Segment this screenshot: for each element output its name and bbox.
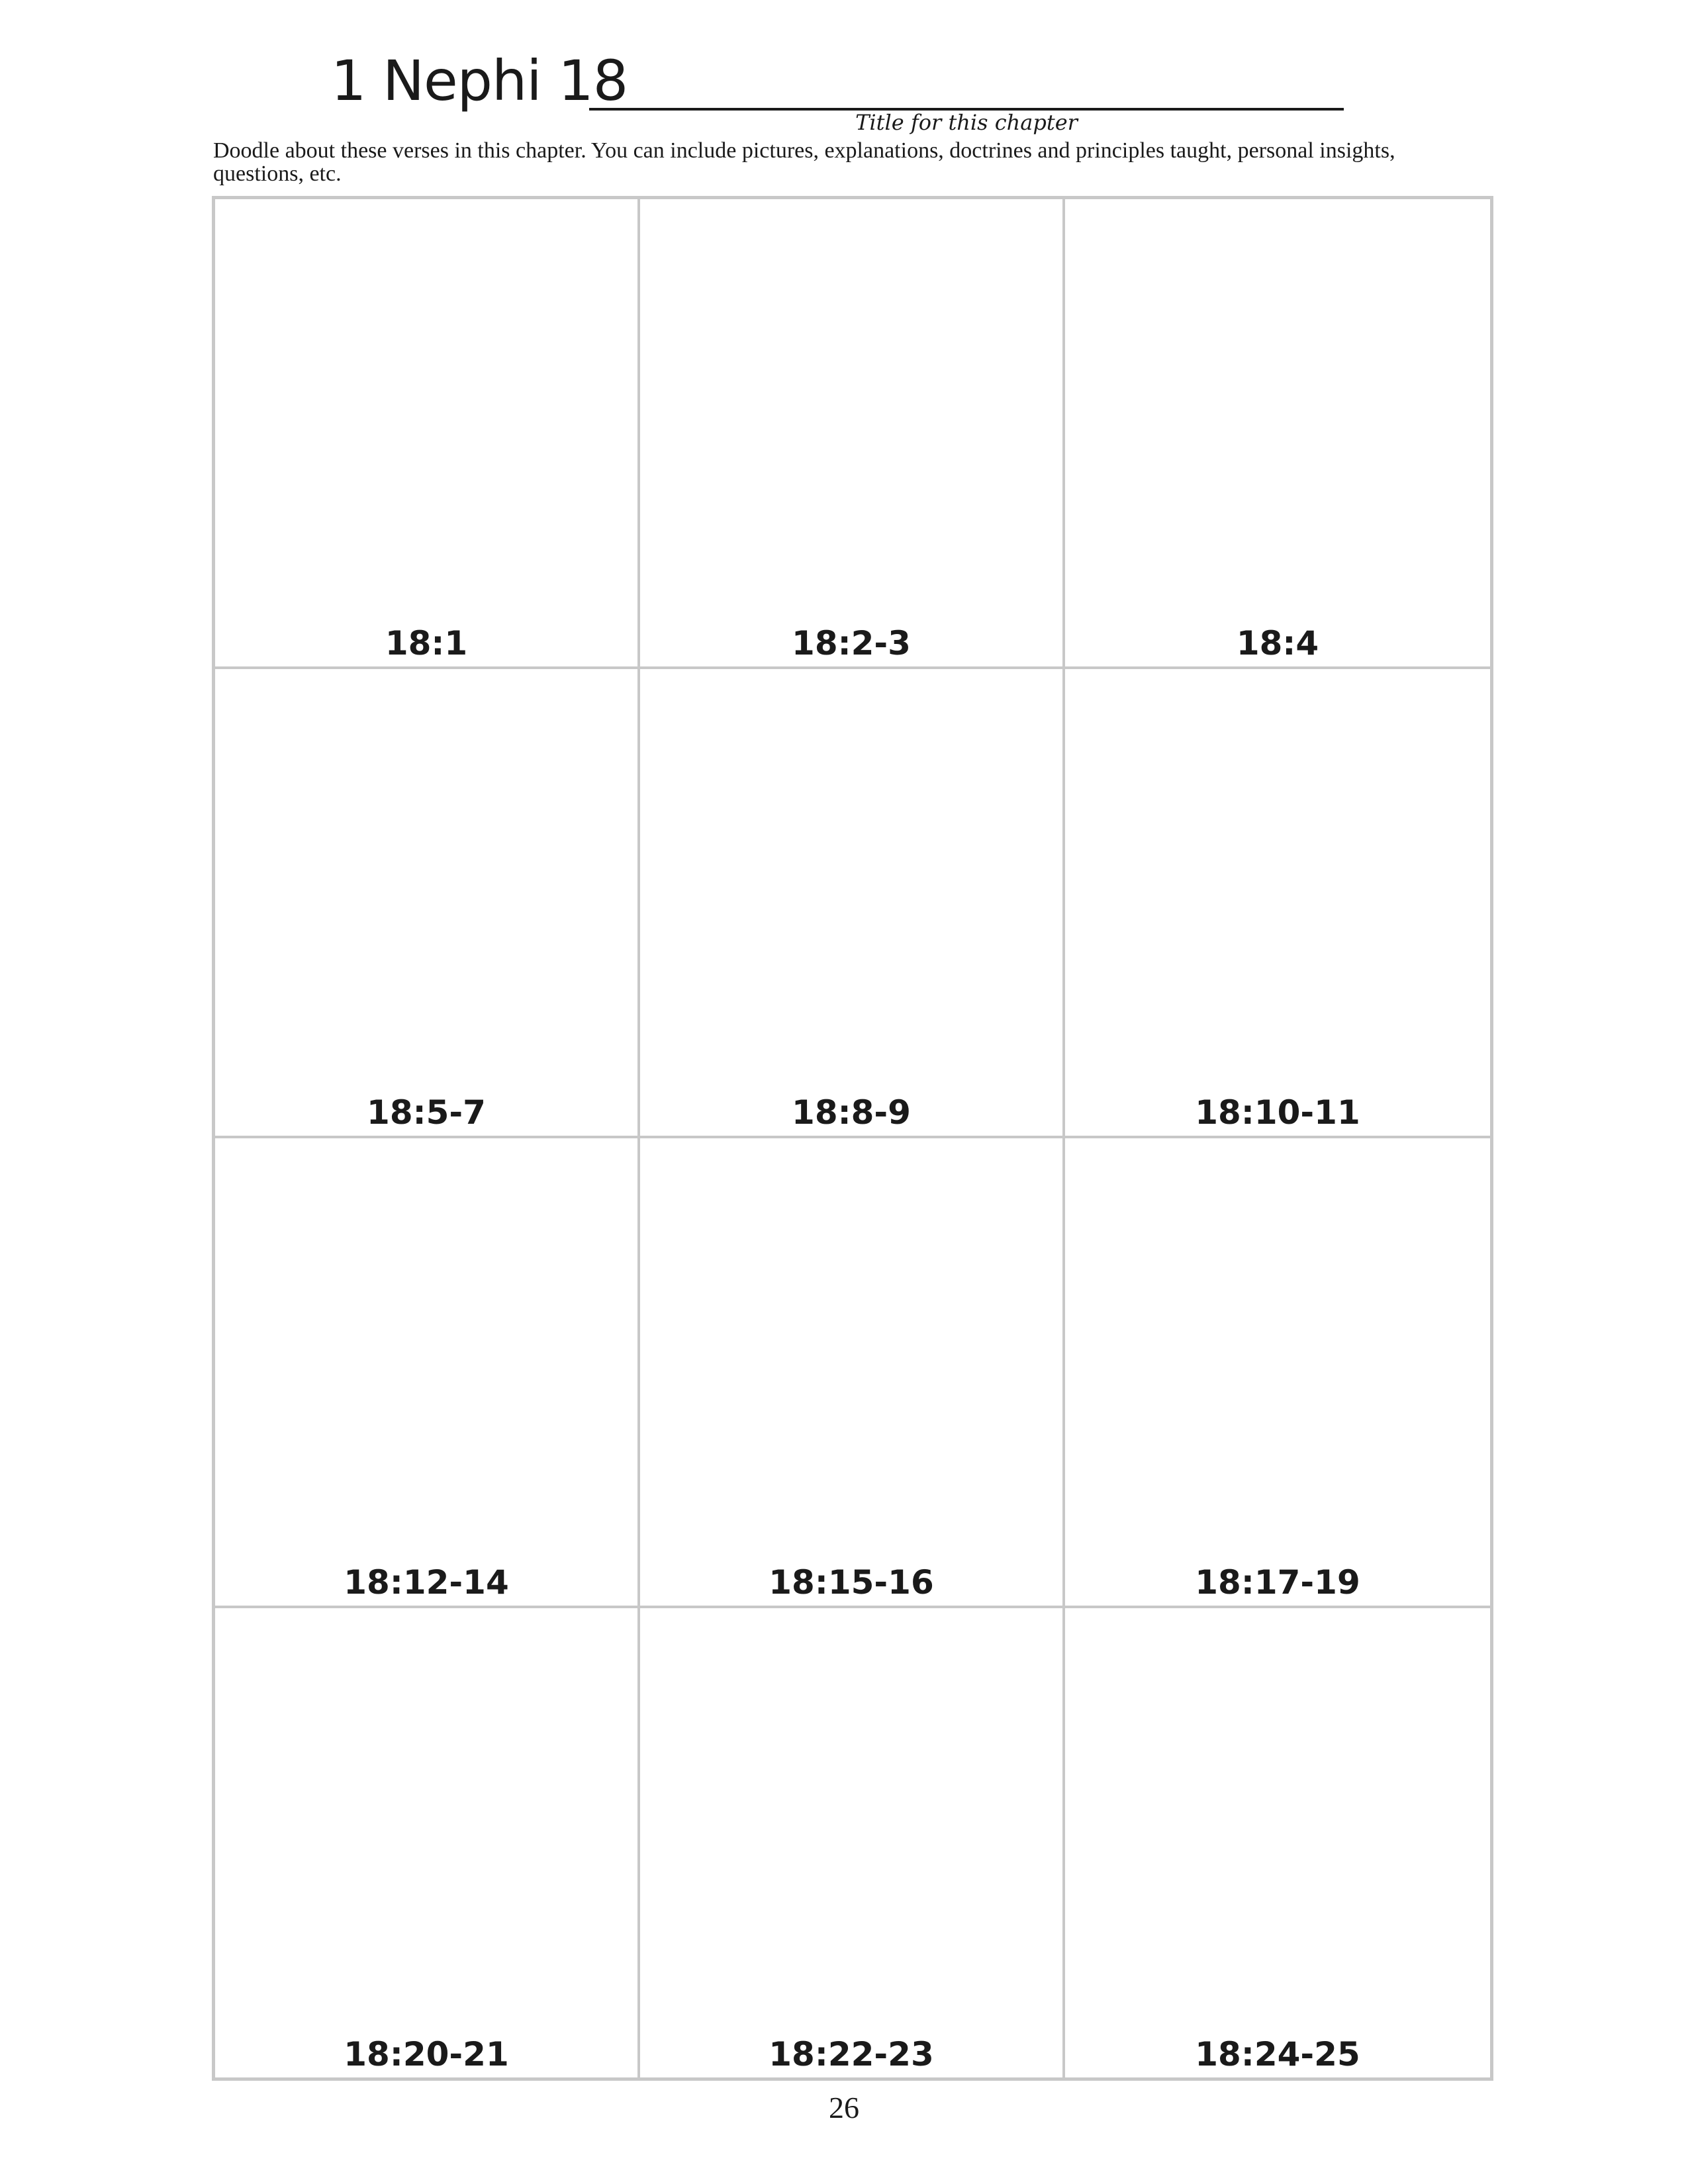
instructions-text: Doodle about these verses in this chapter. You can include pictures, explanations, doctrines and principles taught, personal insights, questions, etc. xyxy=(213,138,1395,186)
doodle-box[interactable] xyxy=(215,1608,640,2078)
verse-label: 18:15-16 xyxy=(769,1563,934,1602)
doodle-box[interactable] xyxy=(1065,1138,1490,1608)
page-number: 26 xyxy=(829,2091,859,2124)
verse-label: 18:2-3 xyxy=(792,623,911,662)
verse-label: 18:24-25 xyxy=(1195,2035,1360,2073)
verse-label: 18:12-14 xyxy=(344,1563,509,1602)
verse-label: 18:22-23 xyxy=(769,2035,934,2073)
doodle-box[interactable] xyxy=(215,669,640,1139)
doodle-box[interactable] xyxy=(640,1608,1065,2078)
doodle-box[interactable] xyxy=(640,199,1065,669)
verse-label: 18:4 xyxy=(1236,623,1319,662)
verse-label: 18:20-21 xyxy=(344,2035,509,2073)
doodle-box[interactable] xyxy=(215,199,640,669)
doodle-box[interactable] xyxy=(1065,1608,1490,2078)
doodle-grid xyxy=(212,196,1493,2081)
verse-label: 18:5-7 xyxy=(367,1093,486,1132)
chapter-title-caption: Title for this chapter xyxy=(855,110,1078,135)
verse-label: 18:17-19 xyxy=(1195,1563,1360,1602)
verse-label: 18:10-11 xyxy=(1195,1093,1360,1132)
page-title: 1 Nephi 18 xyxy=(331,48,628,113)
doodle-box[interactable] xyxy=(640,1138,1065,1608)
verse-label: 18:8-9 xyxy=(792,1093,911,1132)
doodle-box[interactable] xyxy=(640,669,1065,1139)
verse-label: 18:1 xyxy=(385,623,468,662)
doodle-box[interactable] xyxy=(1065,199,1490,669)
doodle-box[interactable] xyxy=(215,1138,640,1608)
doodle-box[interactable] xyxy=(1065,669,1490,1139)
